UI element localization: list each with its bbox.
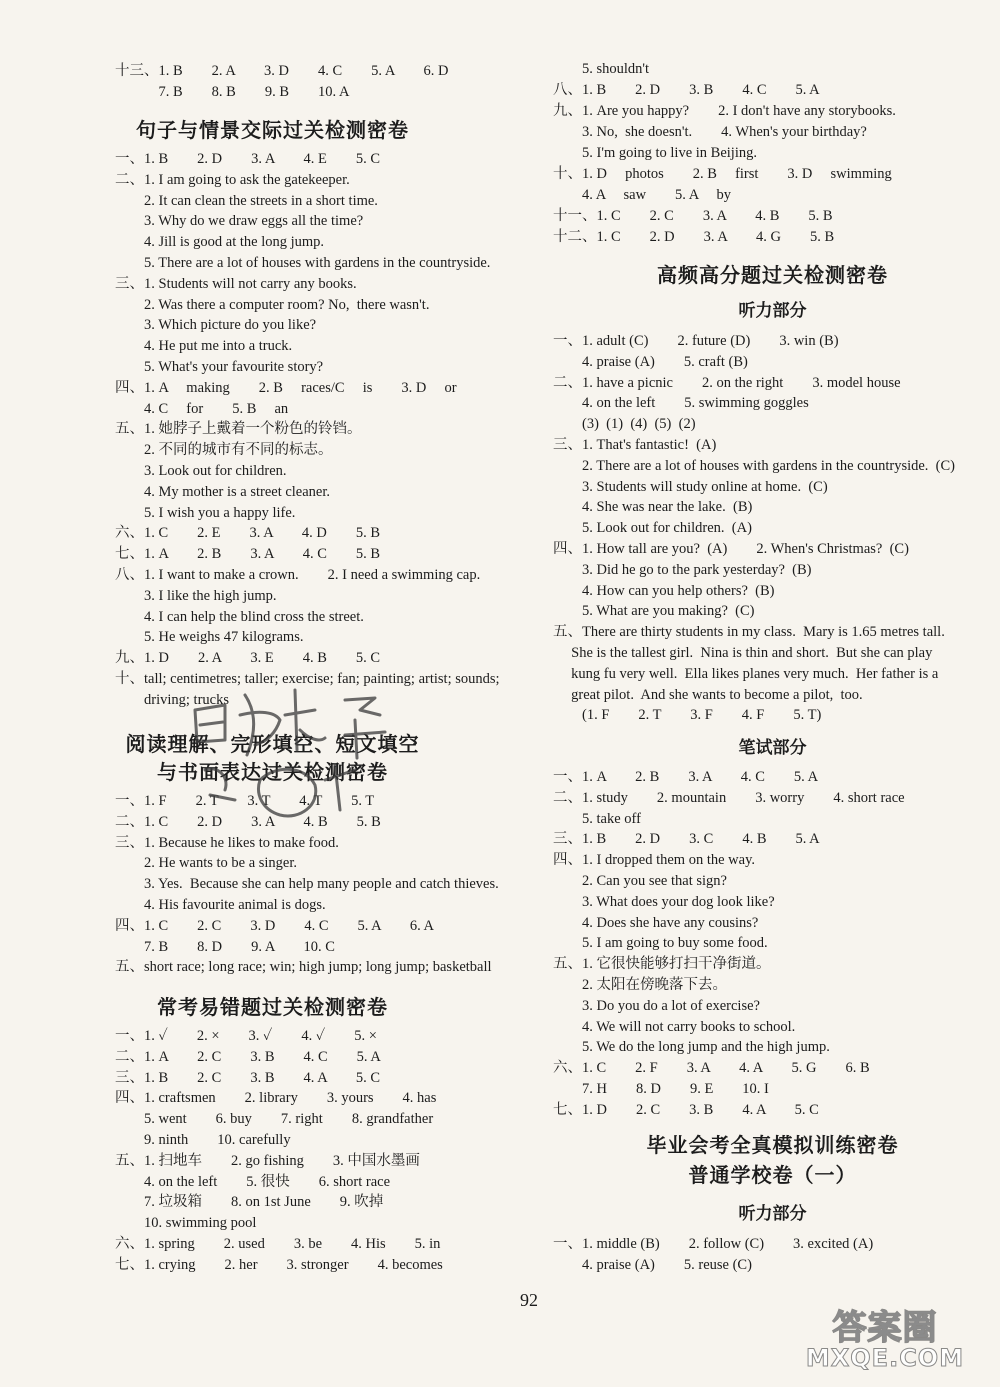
answer-line: 4. I can help the blind cross the street. [115,608,364,625]
answer-line: (1. F 2. T 3. F 4. F 5. T) [553,707,822,724]
answer-line: 五、1. 她脖子上戴着一个粉色的铃铛。 [115,421,362,438]
answer-line: 5. What are you making? (C) [553,603,755,620]
answer-line: 5. went 6. buy 7. right 8. grandfather [115,1111,434,1128]
answer-line: 3. Why do we draw eggs all the time? [115,213,364,230]
answer-line: 一、1. adult (C) 2. future (D) 3. win (B) [553,333,839,349]
answer-line: 5. I wish you a happy life. [115,504,296,521]
answer-line: (3) (1) (4) (5) (2) [553,416,696,433]
answer-line: 5. I am going to buy some food. [553,935,768,952]
answer-line: 二、1. C 2. D 3. A 4. B 5. B [115,813,381,830]
answer-line: 9. ninth 10. carefully [115,1132,291,1148]
answer-line: 4. Does she have any cousins? [553,914,759,931]
answer-line: 5. He weighs 47 kilograms. [115,629,304,646]
answer-line: 3. Students will study online at home. (C) [553,478,828,495]
answer-line: 五、1. 扫地车 2. go fishing 3. 中国水墨画 [115,1152,420,1169]
answer-line: 九、1. D 2. A 3. E 4. B 5. C [115,650,381,667]
answer-line: 5. There are a lot of houses with gardens in the countryside. [115,255,491,271]
answer-line: She is the tallest girl. Nina is thin and short. But she can play [553,645,933,661]
part-title: 听力部分 [738,1204,807,1224]
answer-line: 四、1. A making 2. B races/C is 3. D or [115,379,457,396]
answer-line: 3. Did he go to the park yesterday? (B) [553,561,812,578]
answer-line: 四、1. How tall are you? (A) 2. When's Christmas? (C) [553,541,909,557]
answer-line: 5. take off [553,810,641,827]
answer-line: 5. shouldn't [553,61,650,77]
answer-line: 3. I like the high jump. [115,587,277,604]
answer-line: 二、1. A 2. C 3. B 4. C 5. A [115,1048,381,1065]
answer-line: 五、There are thirty students in my class. Mary is 1.65 metres tall. [553,624,945,641]
answer-line: 一、1. ✓ 2. × 3. ✓ 4. ✓ 5. × [115,1028,377,1044]
answer-line: 4. She was near the lake. (B) [553,499,753,516]
answer-line: 2. 不同的城市有不同的标志。 [115,442,333,459]
answer-line: 7. B 8. B 9. B 10. A [115,84,350,100]
answer-line: 2. Can you see that sign? [553,873,727,889]
answer-line: 4. He put me into a truck. [115,338,293,355]
answer-line: 4. on the left 5. swimming goggles [553,395,809,412]
section-title: 高频高分题过关检测密卷 [657,263,888,287]
answer-line: 3. Yes. Because she can help many people and catch thieves. [115,876,499,893]
answer-line: 5. What's your favourite story? [115,359,324,375]
section-title: 阅读理解、完形填空、短文填空 [125,732,420,756]
answer-line: 一、1. middle (B) 2. follow (C) 3. excited (A) [553,1236,874,1252]
answer-line: 八、1. I want to make a crown. 2. I need a swimming cap. [115,567,481,583]
answer-line: 4. How can you help others? (B) [553,582,775,599]
answer-line: 5. I'm going to live in Beijing. [553,145,757,161]
page-number: 92 [520,1290,538,1310]
answer-line: 七、1. crying 2. her 3. stronger 4. becomes [115,1256,443,1273]
answer-line: 4. Jill is good at the long jump. [115,234,325,251]
answer-line: 7. 垃圾箱 8. on 1st June 9. 吹掉 [115,1194,384,1211]
answer-line: 三、1. That's fantastic! (A) [553,437,717,453]
answer-line: 4. praise (A) 5. craft (B) [553,353,748,370]
answer-line: 二、1. I am going to ask the gatekeeper. [115,171,350,188]
answer-line: 10. swimming pool [115,1215,257,1232]
answer-line: 二、1. have a picnic 2. on the right 3. model house [553,374,901,391]
part-title: 听力部分 [738,301,807,321]
answer-line: 九、1. Are you happy? 2. I don't have any storybooks. [553,103,896,119]
answer-line: 一、1. F 2. T 3. T 4. T 5. T [115,793,375,809]
answer-line: 五、1. 它很快能够打扫干净街道。 [553,956,771,973]
answer-line: 3. Do you do a lot of exercise? [553,997,760,1014]
answer-line: 3. Look out for children. [115,463,287,479]
answer-line: 3. Which picture do you like? [115,317,317,334]
answer-line: 四、1. C 2. C 3. D 4. C 5. A 6. A [115,917,435,934]
section-title: 毕业会考全真模拟训练密卷 [646,1133,899,1157]
answer-line: 7. B 8. D 9. A 10. C [115,938,335,955]
answer-line: 六、1. spring 2. used 3. be 4. His 5. in [115,1236,441,1252]
watermark-url: MXQE.COM [805,1344,965,1372]
answer-line: 三、1. Students will not carry any books. [115,275,357,292]
answer-line: 2. There are a lot of houses with gardens in the countryside. (C) [553,457,956,474]
watermark-logo-text: 答案圈 [832,1308,938,1348]
answer-line: 八、1. B 2. D 3. B 4. C 5. A [553,82,820,98]
answer-line: 十、1. D photos 2. B first 3. D swimming [553,166,892,182]
answer-line: 4. We will not carry books to school. [553,1018,796,1035]
answer-line: 一、1. B 2. D 3. A 4. E 5. C [115,151,381,167]
answer-line: 7. H 8. D 9. E 10. I [553,1081,769,1097]
answer-line: 3. What does your dog look like? [553,893,775,910]
answer-line: 3. No, she doesn't. 4. When's your birthday? [553,124,867,140]
answer-line: 六、1. C 2. F 3. A 4. A 5. G 6. B [553,1060,870,1077]
answer-line: 六、1. C 2. E 3. A 4. D 5. B [115,525,381,542]
answer-line: 一、1. A 2. B 3. A 4. C 5. A [553,769,819,785]
answer-line: 4. His favourite animal is dogs. [115,897,326,913]
answer-line: 十一、1. C 2. C 3. A 4. B 5. B [553,208,833,224]
answer-line: 4. A saw 5. A by [553,187,732,203]
answer-line: 2. Was there a computer room? No, there wasn't. [115,296,430,313]
answer-line: 十二、1. C 2. D 3. A 4. G 5. B [553,229,835,245]
answer-line: 五、short race; long race; win; high jump; long jump; basketball [115,959,492,976]
answer-line: 2. It can clean the streets in a short time. [115,192,378,209]
answer-line: 三、1. B 2. C 3. B 4. A 5. C [115,1069,381,1086]
answer-line: 四、1. craftsmen 2. library 3. yours 4. has [115,1090,437,1107]
answer-line: 4. C for 5. B an [115,400,289,417]
answer-line: 5. Look out for children. (A) [553,520,752,537]
answer-line: 十三、1. B 2. A 3. D 4. C 5. A 6. D [115,63,449,79]
answer-line: 4. My mother is a street cleaner. [115,483,331,500]
handwritten-scribble [185,670,425,840]
answer-line: kung fu very well. Ella likes planes very much. Her father is a [553,665,939,682]
answer-line: 2. He wants to be a singer. [115,855,298,872]
answer-line: 4. on the left 5. 很快 6. short race [115,1173,391,1190]
section-title: 普通学校卷（一） [688,1163,857,1187]
answer-line: 2. 太阳在傍晚落下去。 [553,977,727,993]
section-title: 与书面表达过关检测密卷 [157,760,388,784]
section-title: 常考易错题过关检测密卷 [157,995,388,1019]
answer-line: 三、1. Because he likes to make food. [115,834,339,851]
answer-line: driving; trucks [115,691,229,708]
answer-line: 5. We do the long jump and the high jump. [553,1039,830,1056]
answer-line: 二、1. study 2. mountain 3. worry 4. short race [553,789,905,806]
part-title: 笔试部分 [738,738,807,758]
answer-line: 七、1. A 2. B 3. A 4. C 5. B [115,546,381,563]
watermark [785,1300,985,1380]
section-title: 句子与情景交际过关检测密卷 [136,118,409,142]
answer-line: great pilot. And she wants to become a pilot, too. [553,686,863,703]
answer-line: 4. praise (A) 5. reuse (C) [553,1256,752,1273]
answer-line: 七、1. D 2. C 3. B 4. A 5. C [553,1101,819,1118]
answer-line: 三、1. B 2. D 3. C 4. B 5. A [553,831,820,848]
answer-line: 十、tall; centimetres; taller; exercise; fan; painting; artist; sounds; [115,671,500,687]
answer-line: 四、1. I dropped them on the way. [553,852,756,869]
